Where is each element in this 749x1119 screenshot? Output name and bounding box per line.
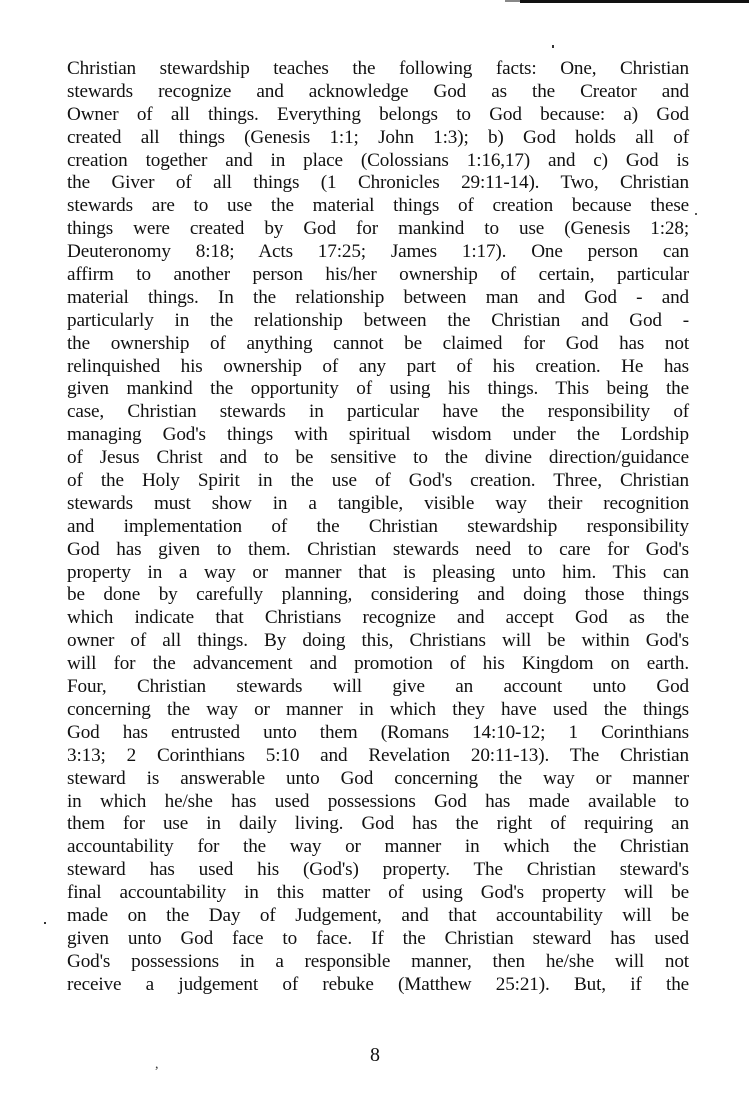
text-line: given mankind the opportunity of using his things. This being the (67, 378, 689, 400)
body-paragraph (67, 58, 689, 997)
scan-speck (695, 213, 697, 215)
text-line: God has given to them. Christian stewards need to care for God's (67, 538, 689, 560)
text-line: owner of all things. By doing this, Christians will be within God's (67, 630, 689, 652)
text-line: affirm to another person his/her ownership of certain, particular (67, 264, 689, 286)
text-line: God's possessions in a responsible manner, then he/she will not (67, 950, 689, 972)
text-line: Four, Christian stewards will give an account unto God (67, 676, 689, 698)
text-line: 3:13; 2 Corinthians 5:10 and Revelation 20:11-13). The Christian (67, 744, 689, 766)
text-line: steward is answerable unto God concerning the way or manner (67, 767, 689, 789)
text-line: managing God's things with spiritual wisdom under the Lordship (67, 424, 689, 446)
text-line: and implementation of the Christian stewardship responsibility (67, 515, 689, 537)
scan-stray-mark: , (155, 1057, 159, 1072)
text-line: which indicate that Christians recognize and accept God as the (67, 607, 689, 629)
text-line: accountability for the way or manner in which the Christian (67, 836, 689, 858)
text-line: Owner of all things. Everything belongs to God because: a) God (67, 103, 689, 125)
text-line: creation together and in place (Colossians 1:16,17) and c) God is (67, 149, 689, 171)
text-line: of Jesus Christ and to be sensitive to the divine direction/guidance (67, 447, 689, 469)
text-line: Christian stewardship teaches the following facts: One, Christian (67, 58, 689, 79)
scan-edge-mark (520, 0, 749, 3)
text-line: relinquished his ownership of any part of his creation. He has (67, 355, 689, 377)
text-line: property in a way or manner that is pleasing unto him. This can (67, 561, 689, 583)
scan-speck (552, 45, 554, 48)
text-line: the Giver of all things (1 Chronicles 29:11-14). Two, Christian (67, 172, 689, 194)
text-line: receive a judgement of rebuke (Matthew 25:21). But, if the (67, 973, 689, 995)
text-line: material things. In the relationship between man and God - and (67, 286, 689, 308)
text-line: concerning the way or manner in which they have used the things (67, 698, 689, 720)
text-line: the ownership of anything cannot be claimed for God has not (67, 332, 689, 354)
text-line: God has entrusted unto them (Romans 14:10-12; 1 Corinthians (67, 721, 689, 743)
text-line: case, Christian stewards in particular have the responsibility of (67, 401, 689, 423)
text-line: things were created by God for mankind to use (Genesis 1:28; (67, 218, 689, 240)
text-line: stewards must show in a tangible, visible way their recognition (67, 492, 689, 514)
text-line: stewards recognize and acknowledge God as the Creator and (67, 80, 689, 102)
text-line: final accountability in this matter of using God's property will be (67, 882, 689, 904)
text-line: particularly in the relationship between the Christian and God - (67, 309, 689, 331)
page-number: 8 (370, 1044, 380, 1066)
text-line: be done by carefully planning, considering and doing those things (67, 584, 689, 606)
text-line: made on the Day of Judgement, and that accountability will be (67, 904, 689, 926)
text-line: given unto God face to face. If the Christian steward has used (67, 927, 689, 949)
text-line: will for the advancement and promotion of his Kingdom on earth. (67, 653, 689, 675)
text-line: in which he/she has used possessions God has made available to (67, 790, 689, 812)
scan-speck (44, 922, 46, 924)
text-line: created all things (Genesis 1:1; John 1:3); b) God holds all of (67, 126, 689, 148)
text-line: stewards are to use the material things of creation because these (67, 195, 689, 217)
text-line: Deuteronomy 8:18; Acts 17:25; James 1:17). One person can (67, 241, 689, 263)
text-line: steward has used his (God's) property. The Christian steward's (67, 859, 689, 881)
text-line: of the Holy Spirit in the use of God's creation. Three, Christian (67, 470, 689, 492)
text-line: them for use in daily living. God has the right of requiring an (67, 813, 689, 835)
